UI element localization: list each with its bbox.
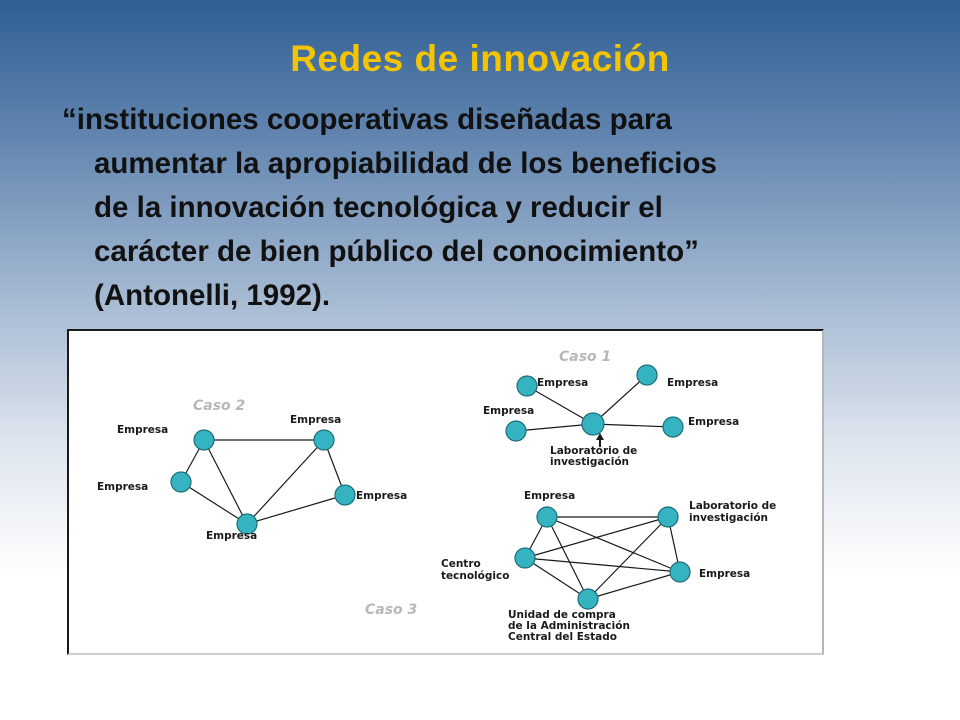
quote-line: de la innovación tecnológica y reducir el [94,191,663,224]
network-diagram [69,331,822,653]
caso3-label-unidad: de la Administración [508,620,630,632]
caso3-node-centro [515,548,535,568]
quote-text [62,98,882,318]
caso3-node-laboratorio [658,507,678,527]
caso2-edge [247,495,345,524]
caso2-edge [181,482,247,524]
caso1-edge [593,424,673,427]
caso2-node-empresa [171,472,191,492]
caso2-title: Caso 2 [193,398,246,414]
caso3-edge [547,517,588,599]
caso1-node-empresa [517,376,537,396]
caso1-label-empresa: Empresa [688,416,740,428]
caso3-label-unidad: Unidad de compra [508,609,616,621]
quote-line: (Antonelli, 1992). [94,279,331,312]
caso3-node-empresa [537,507,557,527]
caso2-label-empresa: Empresa [356,490,408,502]
caso1-label-empresa: Empresa [537,377,589,389]
caso3-label-empresa: Empresa [699,568,751,580]
caso3-edge [525,558,680,572]
caso2-edge [204,440,247,524]
caso2-label-empresa: Empresa [117,424,169,436]
caso3-label-centro: Centro [441,558,481,570]
caso1-label-empresa: Empresa [483,405,535,417]
caso1-label-empresa: Empresa [667,377,719,389]
caso2-edges [181,440,345,524]
caso1-node-empresa [637,365,657,385]
caso2-node-empresa [314,430,334,450]
caso3-label-empresa: Empresa [524,490,576,502]
caso2-label-empresa: Empresa [290,414,342,426]
caso3-label-laboratorio: investigación [689,512,769,524]
caso2-label-empresa: Empresa [206,530,258,542]
caso1-node-empresa [506,421,526,441]
caso3-edge [525,558,588,599]
caso3-label-unidad: Central del Estado [508,631,617,643]
caso1-label-laboratorio: investigación [550,456,630,468]
network-diagram-figure [67,329,824,655]
quote-line: carácter de bien público del conocimiento” [94,235,699,268]
slide-title: Redes de innovación [290,38,670,79]
quote-line: aumentar la apropiabilidad de los beneficios [94,147,717,180]
caso1-node-empresa [663,417,683,437]
quote-line: “instituciones cooperativas diseñadas para [62,103,672,136]
caso3-label-laboratorio: Laboratorio de [689,500,777,512]
caso1-label-laboratorio: Laboratorio de [550,445,638,457]
caso2-node-empresa [335,485,355,505]
caso2-edge [247,440,324,524]
caso2-nodes [171,430,355,534]
caso3-nodes [515,507,690,609]
caso1-title: Caso 1 [559,349,612,365]
caso2-label-empresa: Empresa [97,481,149,493]
caso3-node-empresa [670,562,690,582]
caso3-label-centro: tecnológico [441,570,510,582]
caso3-title: Caso 3 [365,602,418,618]
caso1-node-laboratorio [582,413,604,435]
caso3-node-unidad [578,589,598,609]
caso2-node-empresa [194,430,214,450]
caso3-edges [525,517,680,599]
